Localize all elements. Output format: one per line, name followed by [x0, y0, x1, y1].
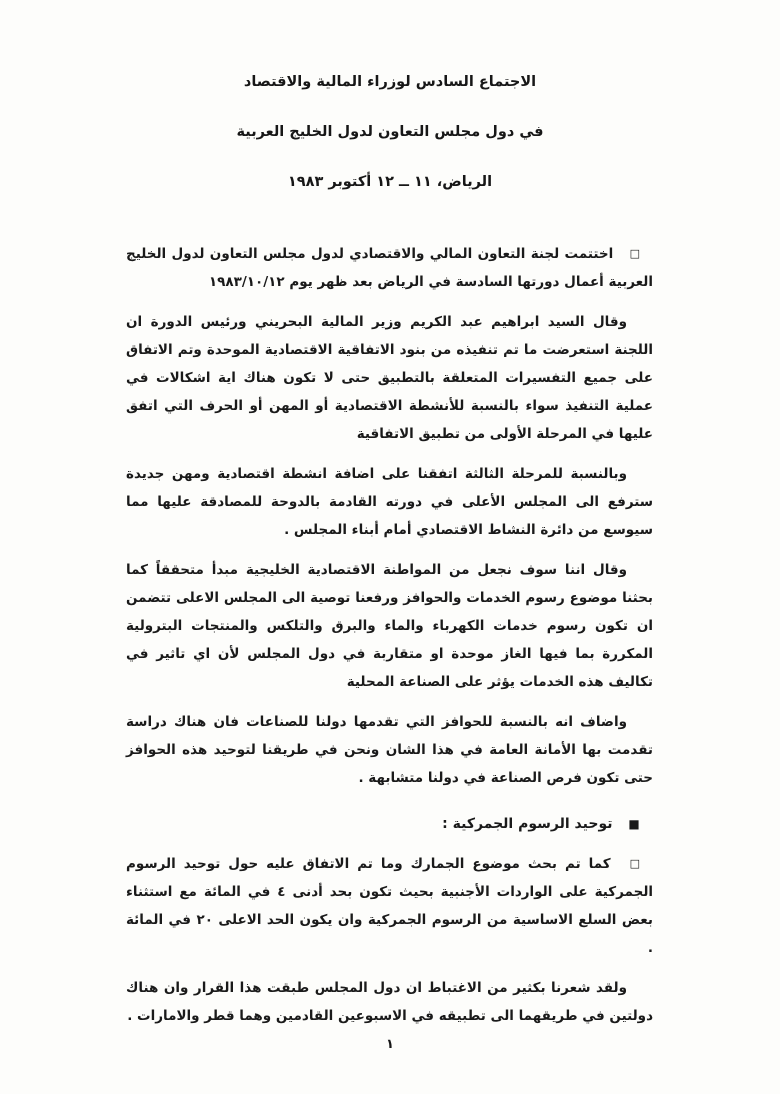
paragraph-text: ولقد شعرنا بكثير من الاغتباط ان دول المجلس طبقت هذا القرار وان هناك دولتين في طريقهما الى تطبيقه في الاسبوعين القادمين وهما قطر والامارات . [126, 980, 653, 1024]
paragraph-third-phase [126, 460, 653, 544]
paragraph-minister-statement [126, 308, 653, 448]
open-square-bullet-icon: □ [629, 247, 641, 260]
document-body [126, 240, 653, 1042]
filled-square-bullet-icon: ■ [628, 817, 640, 831]
section-header-label: توحيد الرسوم الجمركية : [442, 816, 613, 832]
paragraph-opening [126, 240, 653, 296]
paragraph-text: وقال اننا سوف نجعل من المواطنة الاقتصادية الخليجية مبدأ متحققاً كما بحثنا موضوع رسوم الخدمات والحوافز ورفعنا توصية الى المجلس الاعلى تتضمن ان تكون رسوم خدمات الكهرباء والماء والبرق والتلكس والمنتجات البترولية المكررة بما فيها الغاز موحدة او متقاربة في دول المجلس لأن اي تاثير في تكاليف هذه الخدمات يؤثر على الصناعة المحلية [126, 562, 653, 690]
paragraph-text: وقال السيد ابراهيم عبد الكريم وزير المالية البحريني ورئيس الدورة ان اللجنة استعرضت ما تم تنفيذه من بنود الاتفاقية الاقتصادية الموحدة وتم الاتفاق على جميع التفسيرات المتعلقة بالتطبيق حتى لا تكون هناك اية اشكالات في عملية التنفيذ سواء بالنسبة للأنشطة الاقتصادية أو المهن أو الحرف التي اتفق عليها في المرحلة الأولى من تطبيق الاتفاقية [126, 314, 653, 442]
paragraph-text: كما تم بحث موضوع الجمارك وما تم الاتفاق عليه حول توحيد الرسوم الجمركية على الواردات الأجنبية بحيث تكون بحد أدنى ٤ في المائة مع استثناء بعض السلع الاساسية من الرسوم الجمركية وان يكون الحد الاعلى ٢٠ في المائة . [126, 856, 654, 956]
title-line-1: الاجتماع السادس لوزراء المالية والاقتصاد [243, 74, 537, 90]
paragraph-text: واضاف انه بالنسبة للحوافز التي تقدمها دولنا للصناعات فان هناك دراسة تقدمت بها الأمانة العامة في هذا الشان ونحن في طريقنا لتوحيد هذه الحوافز حتى تكون فرص الصناعة في دولنا متشابهة . [126, 714, 653, 786]
paragraph-implementation [126, 974, 653, 1030]
section-header-customs-unification [126, 810, 653, 838]
document-title-block [0, 74, 780, 224]
page-number: ١ [386, 1037, 394, 1052]
title-line-2: في دول مجلس التعاون لدول الخليج العربية [236, 124, 544, 140]
open-square-bullet-icon: □ [629, 857, 641, 870]
paragraph-incentives [126, 708, 653, 792]
title-line-3: الرياض، ١١ ــ ١٢ أكتوبر ١٩٨٣ [287, 174, 493, 190]
paragraph-text: وبالنسبة للمرحلة الثالثة اتفقنا على اضافة انشطة اقتصادية ومهن جديدة سترفع الى المجلس الأعلى في دورته القادمة بالدوحة للمصادقة عليها مما سيوسع من دائرة النشاط الاقتصادي أمام أبناء المجلس . [126, 466, 653, 538]
paragraph-customs-duties [126, 850, 653, 962]
paragraph-economic-citizenship [126, 556, 653, 696]
paragraph-text: اختتمت لجنة التعاون المالي والاقتصادي لدول مجلس التعاون لدول الخليج العربية أعمال دورتها السادسة في الرياض بعد ظهر يوم ١٩٨٣/١٠/١٢ [126, 246, 653, 290]
